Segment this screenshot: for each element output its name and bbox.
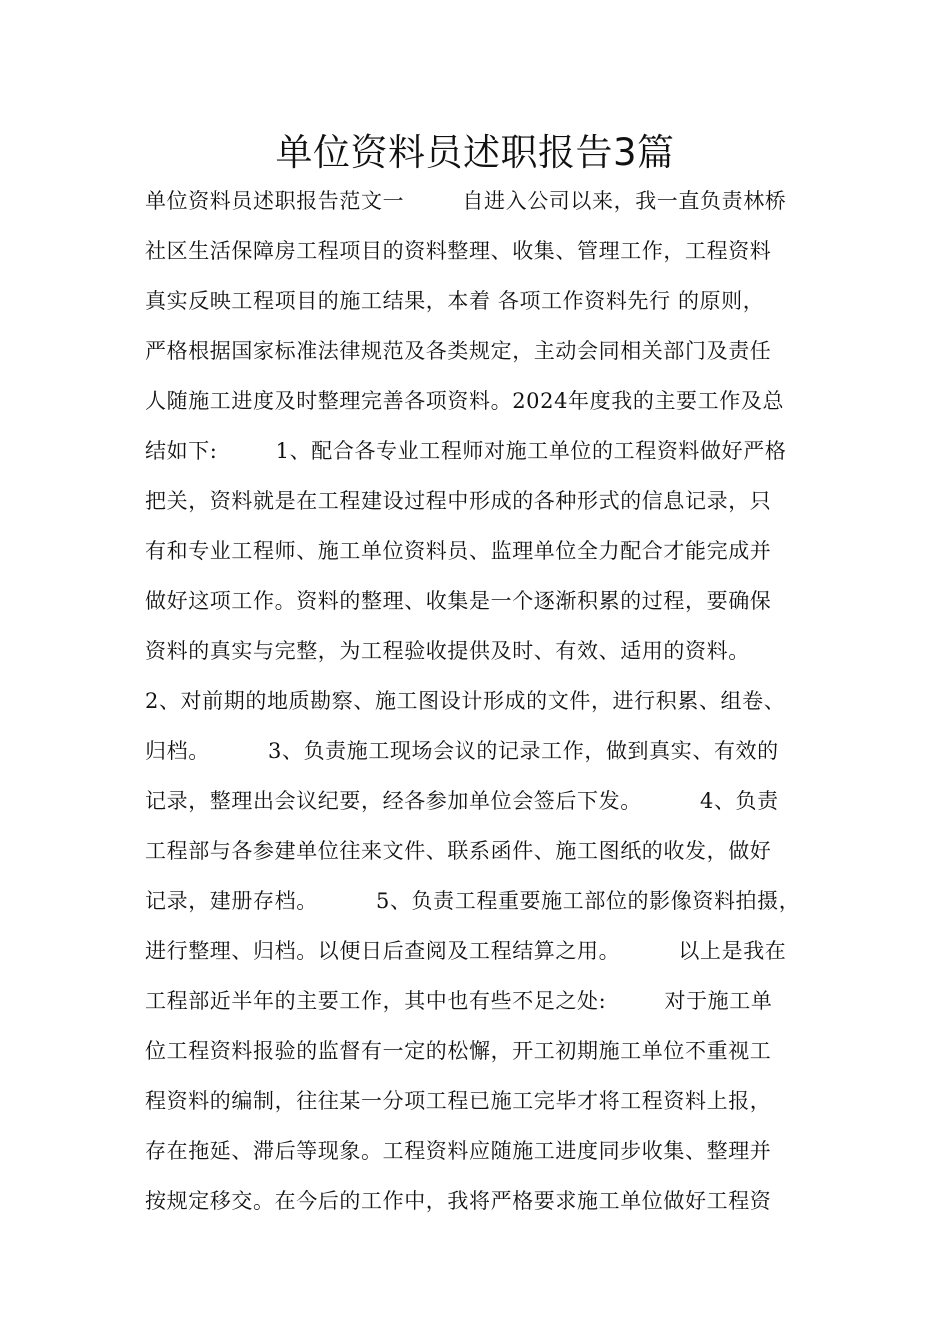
body-line: 结如下: 1、配合各专业工程师对施工单位的工程资料做好严格 [145,439,787,463]
body-line: 程资料的编制，往往某一分项工程已施工完毕才将工程资料上报， [145,1089,772,1113]
body-line: 资料的真实与完整，为工程验收提供及时、有效、适用的资料。 [145,639,750,663]
body-line: 归档。 3、负责施工现场会议的记录工作，做到真实、有效的 [145,739,779,763]
body-line: 进行整理、归档。以便日后查阅及工程结算之用。 以上是我在 [145,939,787,963]
body-line: 有和专业工程师、施工单位资料员、监理单位全力配合才能完成并 [145,539,772,563]
body-line: 社区生活保障房工程项目的资料整理、收集、管理工作，工程资料 [145,239,772,263]
body-line: 严格根据国家标准法律规范及各类规定，主动会同相关部门及责任 [145,339,772,363]
body-line: 工程部近半年的主要工作，其中也有些不足之处: 对于施工单 [145,989,773,1013]
body-line: 2、对前期的地质勘察、施工图设计形成的文件，进行积累、组卷、 [145,689,786,713]
body-line: 把关，资料就是在工程建设过程中形成的各种形式的信息记录，只 [145,489,772,513]
body-line: 人随施工进度及时整理完善各项资料。2024年度我的主要工作及总 [145,389,785,413]
body-line: 位工程资料报验的监督有一定的松懈，开工初期施工单位不重视工 [145,1039,772,1063]
body-line: 单位资料员述职报告范文一 自进入公司以来，我一直负责林桥 [145,189,787,213]
body-line: 工程部与各参建单位往来文件、联系函件、施工图纸的收发，做好 [145,839,772,863]
document-title: 单位资料员述职报告3篇 [275,131,675,174]
document-body [145,176,835,1226]
body-line: 真实反映工程项目的施工结果，本着 各项工作资料先行 的原则， [145,289,765,313]
body-line: 记录，整理出会议纪要，经各参加单位会签后下发。 4、负责 [145,789,779,813]
body-line: 存在拖延、滞后等现象。工程资料应随施工进度同步收集、整理并 [145,1139,772,1163]
body-line: 做好这项工作。资料的整理、收集是一个逐渐积累的过程，要确保 [145,589,772,613]
body-line: 按规定移交。在今后的工作中，我将严格要求施工单位做好工程资 [145,1189,772,1213]
body-line: 记录，建册存档。 5、负责工程重要施工部位的影像资料拍摄， [145,889,801,913]
